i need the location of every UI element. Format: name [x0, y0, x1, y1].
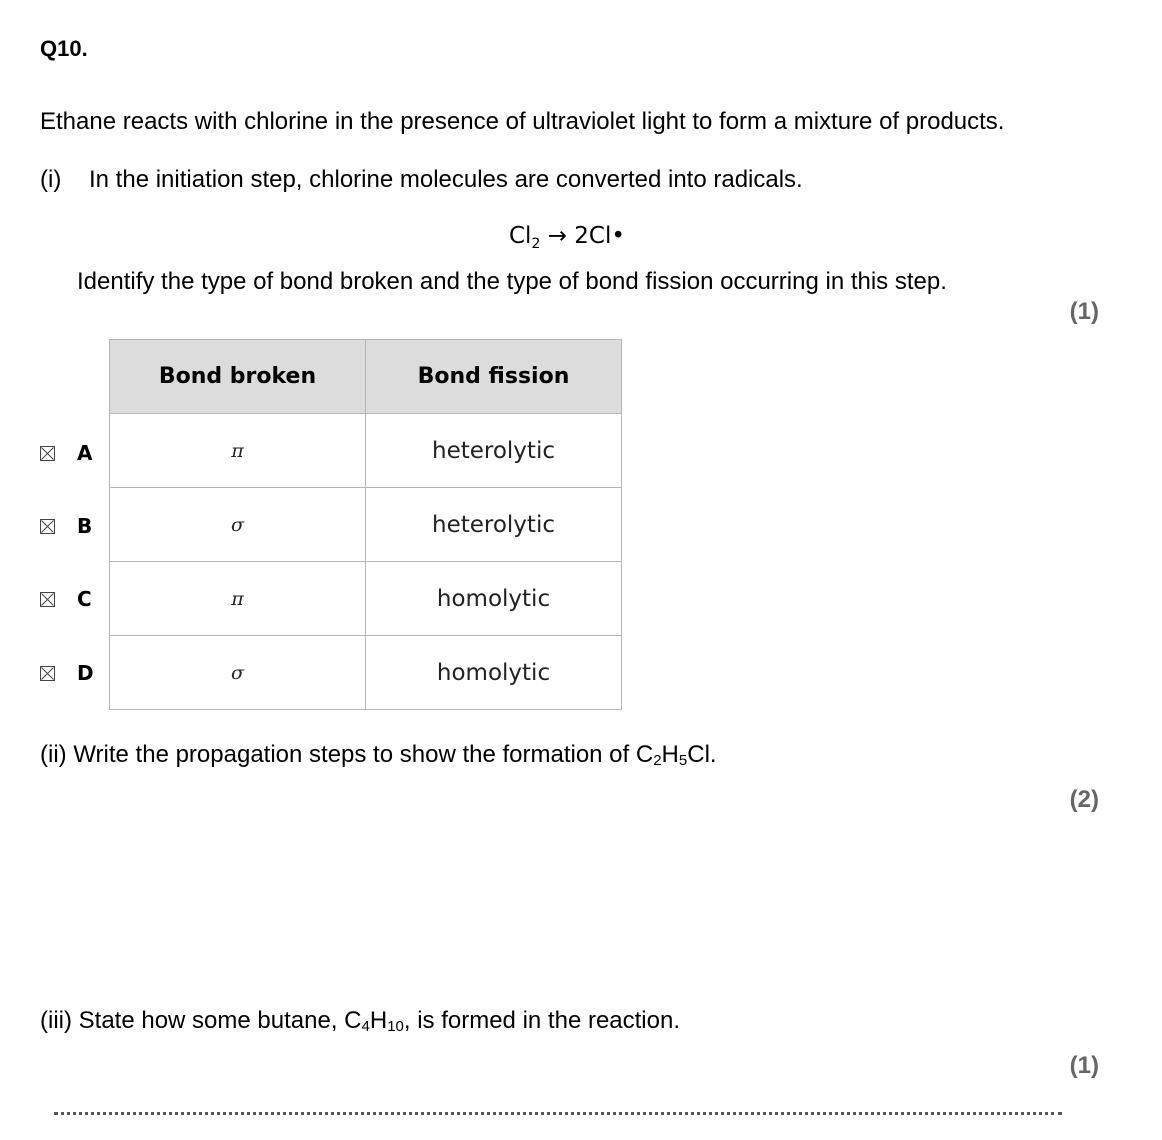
part-i-prompt: [40, 166, 803, 194]
bond-type: π: [231, 587, 244, 610]
table-row: [110, 562, 622, 636]
fission-type: homolytic: [436, 585, 551, 612]
option-d-checkbox[interactable]: [40, 666, 55, 681]
option-c[interactable]: [40, 587, 92, 611]
initiation-equation: [509, 223, 625, 252]
bond-type: σ: [231, 661, 244, 684]
option-d-letter: D: [77, 661, 94, 685]
bond-broken-cell: [110, 562, 366, 636]
part-ii-prompt: [40, 741, 717, 769]
table-row: [110, 488, 622, 562]
option-a[interactable]: [40, 441, 92, 465]
bond-broken-cell: [110, 488, 366, 562]
part-i-text: In the initiation step, chlorine molecules are converted into radicals.: [89, 166, 803, 193]
part-iii-text: State how some butane, C4H10, is formed in the reaction.: [78, 1007, 681, 1035]
bond-type: σ: [231, 513, 244, 536]
equation-product: 2Cl•: [574, 223, 625, 249]
header-bond-fission: Bond fission: [366, 340, 622, 414]
option-a-letter: A: [77, 441, 93, 465]
option-d[interactable]: [40, 661, 94, 685]
part-i-label: (i): [40, 166, 62, 193]
answer-line[interactable]: [54, 1112, 1062, 1115]
part-i-instruction: Identify the type of bond broken and the type of bond fission occurring in this step.: [77, 268, 947, 295]
fission-type: heterolytic: [432, 437, 555, 464]
option-b[interactable]: [40, 514, 92, 538]
table-header-row: [110, 340, 622, 414]
part-ii-label: (ii): [40, 741, 67, 768]
option-b-letter: B: [77, 514, 93, 538]
bond-broken-cell: [110, 414, 366, 488]
part-ii-marks: (2): [1069, 786, 1099, 813]
part-i-marks: (1): [1069, 298, 1099, 325]
bond-fission-cell: [366, 488, 622, 562]
question-number: Q10.: [40, 36, 88, 61]
bond-fission-cell: [366, 636, 622, 710]
equation-reactant: Cl: [509, 223, 532, 249]
bond-type: π: [231, 439, 244, 462]
part-iii-marks: (1): [1069, 1052, 1099, 1079]
bond-broken-cell: [110, 636, 366, 710]
fission-type: homolytic: [436, 659, 551, 686]
part-iii-prompt: [40, 1007, 680, 1035]
option-c-letter: C: [77, 587, 92, 611]
equation-arrow: →: [547, 223, 567, 249]
table-row: [110, 636, 622, 710]
option-a-checkbox[interactable]: [40, 446, 55, 461]
equation-reactant-subscript: 2: [531, 236, 541, 252]
option-c-checkbox[interactable]: [40, 592, 55, 607]
bond-fission-cell: [366, 562, 622, 636]
bond-fission-cell: [366, 414, 622, 488]
part-iii-label: (iii): [40, 1007, 72, 1034]
options-table: [109, 339, 622, 710]
question-intro: Ethane reacts with chlorine in the presence of ultraviolet light to form a mixture of products.: [40, 108, 1005, 135]
header-bond-broken: Bond broken: [110, 340, 366, 414]
table-row: [110, 414, 622, 488]
part-ii-text: Write the propagation steps to show the formation of C2H5Cl.: [73, 741, 717, 769]
option-b-checkbox[interactable]: [40, 519, 55, 534]
fission-type: heterolytic: [432, 511, 555, 538]
